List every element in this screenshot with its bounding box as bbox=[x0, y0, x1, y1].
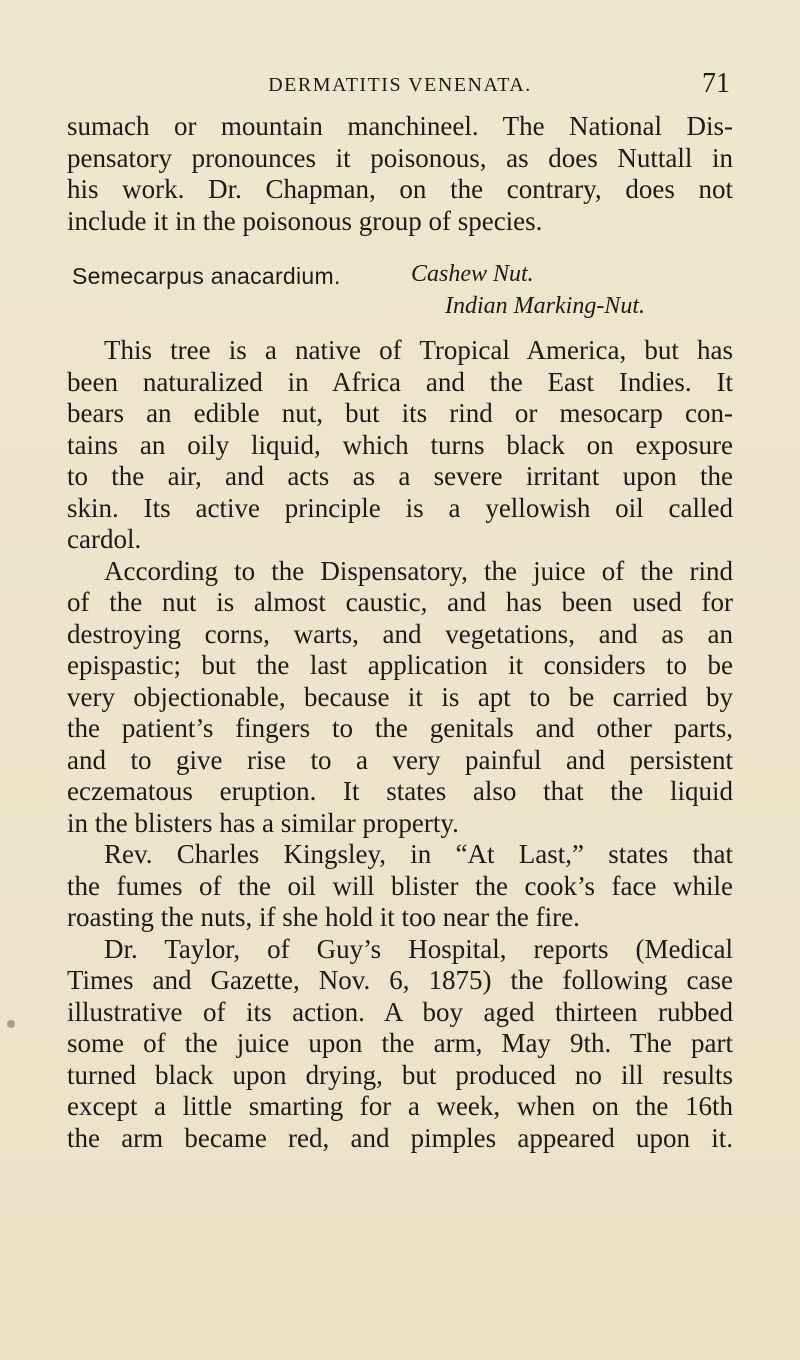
text-line: destroying corns, warts, and vegetations, and as an bbox=[67, 618, 733, 649]
text-line: very objectionable, because it is apt to be carried by bbox=[67, 681, 733, 712]
running-title: DERMATITIS VENENATA. bbox=[268, 74, 532, 96]
text-line: cardol. bbox=[67, 524, 142, 554]
page-number: 71 bbox=[702, 68, 730, 99]
text-line: the arm became red, and pimples appeared upon it. bbox=[67, 1122, 733, 1153]
text-line: pensatory pronounces it poisonous, as does Nuttall in bbox=[67, 142, 733, 173]
text-line: roasting the nuts, if she hold it too near the fire. bbox=[67, 902, 580, 932]
text-line: eczematous eruption. It states also that the liquid bbox=[67, 776, 733, 806]
text-line: This tree is a native of Tropical America, but has bbox=[104, 335, 733, 365]
text-line: of the nut is almost caustic, and has been used for bbox=[67, 587, 733, 617]
paper-stain-mark bbox=[7, 1020, 15, 1028]
text-line: include it in the poisonous group of species. bbox=[67, 205, 543, 236]
page-body bbox=[67, 111, 733, 1154]
paragraph-3 bbox=[67, 556, 733, 840]
latin-species-name: Semecarpus anacardium. bbox=[72, 263, 341, 289]
common-name-marking-nut: Indian Marking-Nut. bbox=[445, 293, 645, 319]
paragraph-4 bbox=[67, 839, 733, 934]
common-name-cashew: Cashew Nut. bbox=[411, 261, 534, 287]
text-line: the fumes of the oil will blister the cook’s face while bbox=[67, 870, 733, 901]
text-line: Times and Gazette, Nov. 6, 1875) the following case bbox=[67, 965, 733, 995]
text-line: some of the juice upon the arm, May 9th. The part bbox=[67, 1028, 733, 1058]
text-line: to the air, and acts as a severe irritant upon the bbox=[67, 461, 733, 491]
species-heading bbox=[67, 259, 733, 327]
text-line: According to the Dispensatory, the juice of the rind bbox=[104, 555, 733, 586]
text-line: his work. Dr. Chapman, on the contrary, does not bbox=[67, 174, 733, 204]
paragraph-5 bbox=[67, 934, 733, 1155]
text-line: the patient’s fingers to the genitals and other parts, bbox=[67, 713, 733, 743]
paragraph-2 bbox=[67, 335, 733, 556]
text-line: sumach or mountain manchineel. The National Dis- bbox=[67, 111, 733, 141]
text-line: Rev. Charles Kingsley, in “At Last,” states that bbox=[104, 839, 733, 869]
text-line: except a little smarting for a week, when on the 16th bbox=[67, 1091, 733, 1121]
text-line: been naturalized in Africa and the East Indies. It bbox=[67, 366, 733, 397]
paragraph-1 bbox=[67, 111, 733, 237]
text-line: skin. Its active principle is a yellowish oil called bbox=[67, 492, 733, 523]
text-line: tains an oily liquid, which turns black on exposure bbox=[67, 429, 733, 460]
text-line: illustrative of its action. A boy aged thirteen rubbed bbox=[67, 996, 733, 1027]
text-line: bears an edible nut, but its rind or mesocarp con- bbox=[67, 398, 733, 428]
text-line: in the blisters has a similar property. bbox=[67, 807, 459, 838]
text-line: epispastic; but the last application it considers to be bbox=[67, 650, 733, 680]
text-line: turned black upon drying, but produced no ill results bbox=[67, 1059, 733, 1090]
text-line: Dr. Taylor, of Guy’s Hospital, reports (Medical bbox=[104, 933, 733, 964]
text-line: and to give rise to a very painful and persistent bbox=[67, 744, 733, 775]
running-header bbox=[62, 66, 738, 106]
